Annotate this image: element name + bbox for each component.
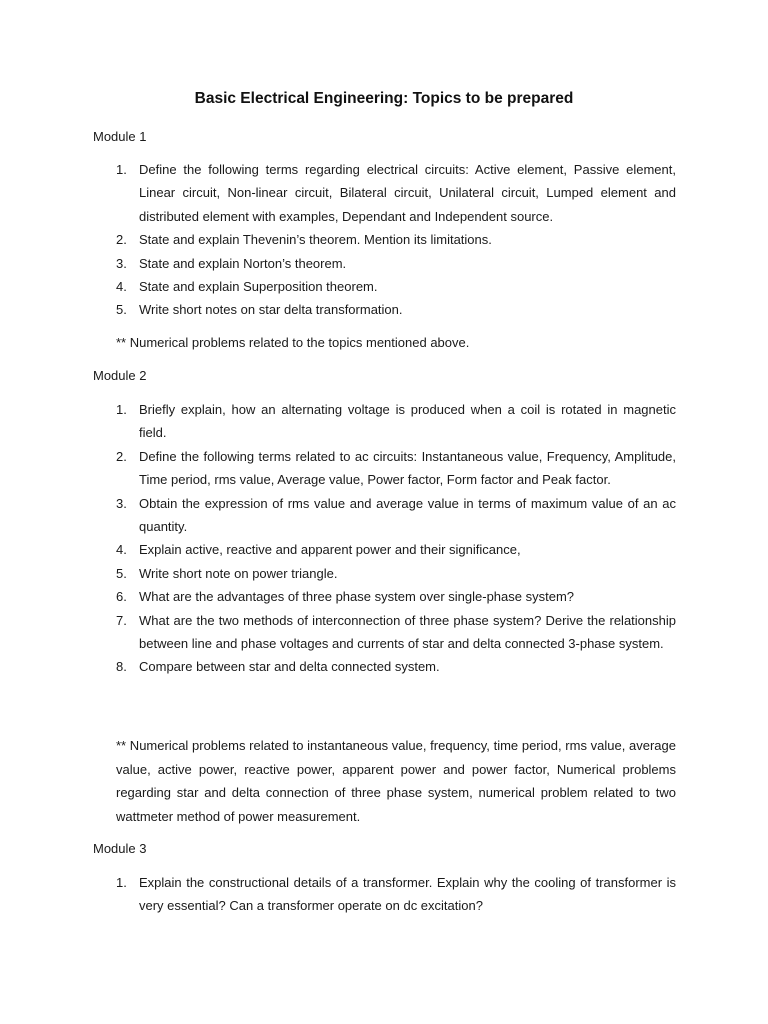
module-2-list [116, 398, 676, 679]
module-1-heading: Module 1 [93, 129, 147, 144]
list-item: 1. Define the following terms regarding electrical circuits: Active element, Passive element, Linear circuit, Non-linear circuit, Bilateral circuit, Unilateral circuit, Lumped element and distributed element with examples, Dependant and Independent source. [116, 162, 676, 224]
list-item: 4. Explain active, reactive and apparent power and their significance, [116, 542, 521, 558]
list-item: 4. State and explain Superposition theorem. [116, 279, 378, 295]
list-item: 2. Define the following terms related to ac circuits: Instantaneous value, Frequency, Amplitude, Time period, rms value, Average value, Power factor, Form factor and Peak factor. [116, 448, 676, 488]
list-item: 2. State and explain Thevenin’s theorem. Mention its limitations. [116, 232, 492, 248]
list-item: 3. State and explain Norton’s theorem. [116, 255, 347, 271]
page-title: Basic Electrical Engineering: Topics to be prepared [194, 90, 574, 107]
module-3-list [116, 871, 676, 918]
list-item: 5. Write short note on power triangle. [116, 565, 338, 581]
list-item: 1. Explain the constructional details of a transformer. Explain why the cooling of transformer is very essential? Can a transformer operate on dc excitation? [116, 875, 676, 914]
list-item: 6. What are the advantages of three phase system over single-phase system? [116, 589, 575, 605]
list-item: 3. Obtain the expression of rms value and average value in terms of maximum value of an ac quantity. [116, 495, 676, 535]
module-3-heading: Module 3 [93, 841, 147, 856]
list-item: 7. What are the two methods of interconnection of three phase system? Derive the relationship between line and phase voltages and currents of star and delta connected 3-phase system. [116, 612, 676, 652]
module-1-note: ** Numerical problems related to the topics mentioned above. [116, 335, 470, 350]
module-2-heading: Module 2 [93, 368, 147, 383]
module-2-note: ** Numerical problems related to instantaneous value, frequency, time period, rms value, average value, active power, reactive power, apparent power and power factor, Numerical problems regarding star and delta connection of three phase system, numerical problem related to two wattmeter method of power measurement. [116, 738, 676, 824]
list-item: 1. Briefly explain, how an alternating voltage is produced when a coil is rotated in magnetic field. [116, 402, 676, 441]
module-1-list [116, 158, 676, 322]
list-item: 5. Write short notes on star delta transformation. [116, 302, 403, 318]
list-item: 8. Compare between star and delta connected system. [116, 659, 440, 675]
